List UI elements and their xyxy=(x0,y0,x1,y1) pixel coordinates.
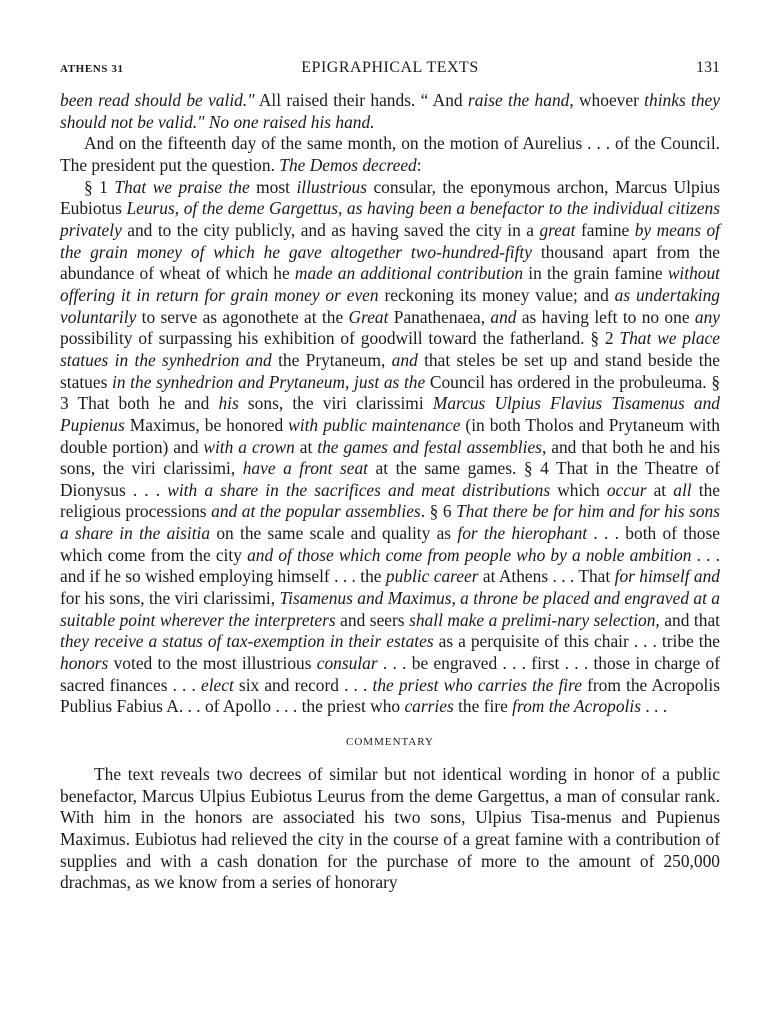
italic-run: Great xyxy=(348,306,389,327)
translation-text xyxy=(60,90,720,718)
italic-run: Tisamenus and Maximus, a throne be placed and engraved at a suitable point wherever the interpreters xyxy=(60,588,720,630)
text-run: for his sons, the viri clarissimi, xyxy=(60,588,280,609)
text-run: that steles be set up and stand beside the statues xyxy=(60,349,721,392)
italic-run: for himself and xyxy=(614,566,721,587)
italic-run: have a front seat xyxy=(242,458,368,479)
text-run: at Athens . . . That xyxy=(478,566,615,587)
italic-run: and xyxy=(490,306,517,327)
commentary-section xyxy=(60,764,720,894)
italic-run: any xyxy=(694,306,721,327)
text-run: § 1 xyxy=(84,176,115,197)
italic-run: That we praise the xyxy=(114,176,250,197)
italic-run: raise the hand, xyxy=(467,90,574,110)
text-run: most xyxy=(249,176,297,197)
text-run: as a perquisite of this chair . . . tribe the xyxy=(433,631,720,652)
text-run: and that xyxy=(659,609,721,630)
text-run: in the grain famine xyxy=(523,263,668,284)
text-run: thousand apart from the abundance of wheat of which he xyxy=(60,241,720,284)
italic-run: and of those which come from people who by a noble ambition xyxy=(247,544,692,565)
text-run: the religious processions xyxy=(60,479,720,522)
commentary-heading: COMMENTARY xyxy=(346,736,434,749)
text-run: Maximus, be honored xyxy=(124,414,289,435)
italic-run: with public maintenance xyxy=(288,414,461,435)
italic-run: and xyxy=(391,349,418,370)
italic-run: the games and festal assemblies xyxy=(317,436,542,457)
translation-paragraph xyxy=(60,90,720,133)
italic-run: That we place statues in the synhedrion and xyxy=(60,328,720,370)
italic-run: for the hierophant xyxy=(457,523,588,544)
italic-run: thinks they should not be valid." No one raised his hand. xyxy=(60,90,720,132)
text-run: : xyxy=(416,154,422,175)
italic-run: from the Acropolis xyxy=(512,696,641,717)
text-run: . . . both of those which come from the city xyxy=(60,523,720,565)
document-page xyxy=(60,56,720,894)
italic-run: with a share in the sacrifices and meat distributions xyxy=(167,479,551,500)
translation-paragraph xyxy=(60,133,720,176)
italic-run: as undertaking voluntarily xyxy=(60,284,720,327)
translation-paragraph xyxy=(60,177,720,718)
italic-run: they receive a status of tax-exemption in their estates xyxy=(60,631,434,652)
italic-run: great xyxy=(539,219,576,240)
italic-run: Marcus Ulpius Flavius Tisamenus and Pupienus xyxy=(60,393,721,435)
text-run: the fire xyxy=(453,696,513,717)
text-run: possibility of surpassing his exhibition of goodwill toward the fatherland. § 2 xyxy=(60,328,620,349)
text-run: . § 6 xyxy=(420,501,457,522)
text-run: and seers xyxy=(335,609,410,630)
running-head-title: EPIGRAPHICAL TEXTS xyxy=(301,59,479,76)
text-run: sons, the viri clarissimi xyxy=(238,393,433,414)
text-run: Council has ordered in the probuleuma. § 3 That both he and xyxy=(60,371,721,414)
italic-run: honors xyxy=(60,653,109,674)
text-run: reckoning its money value; and xyxy=(378,284,615,305)
text-run: on the same scale and quality as xyxy=(210,523,458,544)
text-run: which xyxy=(550,479,607,500)
italic-run: public career xyxy=(385,566,479,587)
italic-run: and at the popular assemblies xyxy=(211,501,421,522)
text-run: , and that both he and his sons, the viri clarissimi, xyxy=(60,436,720,479)
text-run: voted to the most illustrious xyxy=(108,653,317,674)
text-run: . . . and if he so wished employing himself . . . the xyxy=(60,544,720,587)
text-run: . . . be engraved . . . first . . . those in charge of sacred finances . . . xyxy=(60,653,720,695)
text-run: the Prytaneum, xyxy=(271,349,392,370)
italic-run: in the synhedrion and Prytaneum, just as the xyxy=(112,371,426,392)
italic-run: all xyxy=(673,479,692,500)
text-run: famine xyxy=(575,219,635,240)
text-run: from the Acropolis Publius Fabius A. . . of Apollo . . . the priest who xyxy=(60,674,720,717)
page-number: 131 xyxy=(696,59,720,76)
italic-run: occur xyxy=(606,479,647,500)
text-run: at xyxy=(294,436,318,457)
italic-run: The Demos decreed xyxy=(279,154,417,175)
italic-run: without offering it in return for grain money or even xyxy=(60,263,720,305)
commentary-paragraph: The text reveals two decrees of similar but not identical wording in honor of a public benefactor, Marcus Ulpius Eubiotus Leurus from the deme Gargettus, a man of consular rank. With him in the honors are associated his two sons, Ulpius Tisa-menus and Pupienus Maximus. Eubiotus had relieved the city in the course of a great famine with a contribution of supplies and with a cash donation for the purchase of more to the amount of 250,000 drachmas, as we know from a series of honorary xyxy=(60,764,720,893)
text-run: and to the city publicly, and as having saved the city in a xyxy=(121,219,540,240)
text-run: And on the fifteenth day of the same month, on the motion of Aurelius . . . of the Council. The president put the question. xyxy=(60,133,720,175)
text-run: All raised their hands. “ And xyxy=(254,90,468,110)
text-run: to serve as agonothete at the xyxy=(136,306,349,327)
italic-run: consular xyxy=(316,653,378,674)
text-run: at the same games. § 4 That in the Theatre of Dionysus . . . xyxy=(60,458,720,500)
text-run: at xyxy=(646,479,674,500)
italic-run: Leurus, of the deme Gargettus, as having been a benefactor to the individual citizens privately xyxy=(60,198,720,240)
italic-run: shall make a prelimi-nary selection, xyxy=(409,609,660,630)
text-run: whoever xyxy=(573,90,645,110)
italic-run: the priest who carries the fire xyxy=(372,674,582,695)
italic-run: with a crown xyxy=(203,436,295,457)
italic-run: carries xyxy=(404,696,454,717)
text-run: (in both Tholos and Prytaneum with double portion) and xyxy=(60,414,720,457)
italic-run: made an additional contribution xyxy=(294,263,524,284)
text-run: six and record . . . xyxy=(233,674,373,695)
italic-run: been read should be valid." xyxy=(60,90,255,110)
text-run: Panathenaea, xyxy=(388,306,491,327)
running-head-section: ATHENS 31 xyxy=(60,63,124,75)
running-head xyxy=(60,56,720,84)
italic-run: his xyxy=(218,393,239,414)
text-run: . . . xyxy=(640,696,668,717)
italic-run: That there be for him and for his sons a share in the aisitia xyxy=(60,501,721,544)
text-run: consular, the eponymous archon, Marcus Ulpius Eubiotus xyxy=(60,176,720,219)
text-run: as having left to no one xyxy=(516,306,695,327)
italic-run: illustrious xyxy=(296,176,367,197)
italic-run: by means of the grain money of which he gave altogether two-hundred-fifty xyxy=(60,219,721,262)
italic-run: elect xyxy=(200,674,234,695)
